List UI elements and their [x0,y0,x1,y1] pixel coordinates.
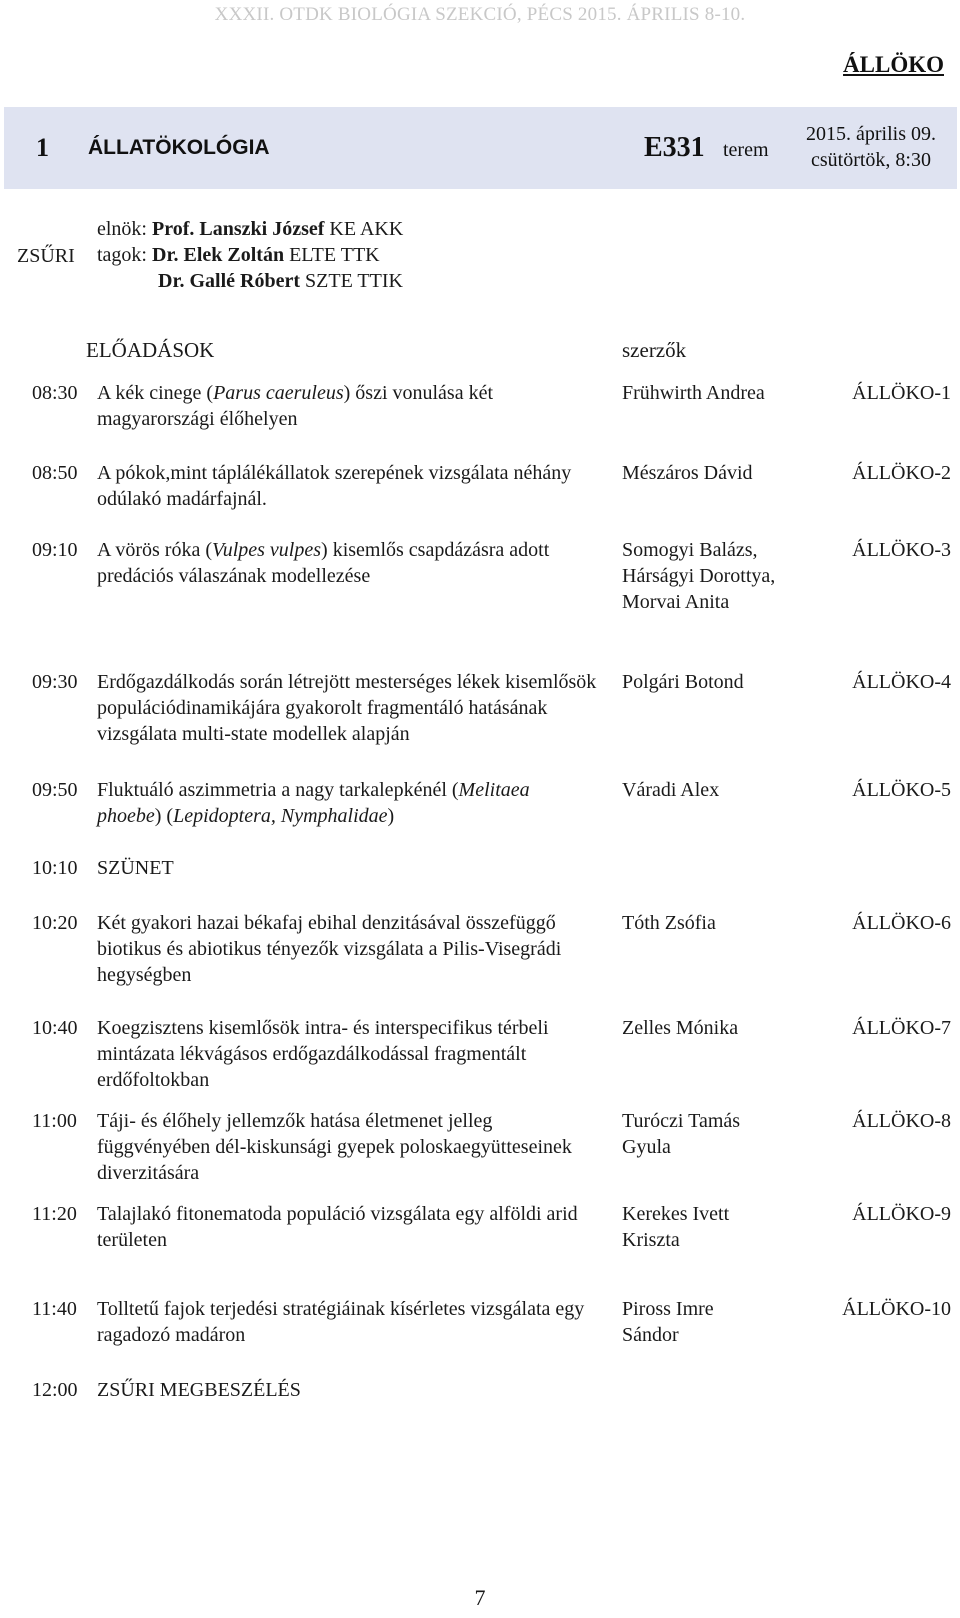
jury-member-2 [158,268,403,294]
authors-column-heading: szerzők [622,338,687,362]
jury-member-1-name: Dr. Elek Zoltán [152,244,285,266]
talk-title: Talajlakó fitonematoda populáció vizsgálata egy alföldi arid területen [97,1203,578,1251]
talk-code: ÁLLÖKO-9 [852,1203,951,1225]
session-date [796,121,946,173]
jury-chair-name: Prof. Lanszki József [152,218,325,240]
jury-chair [97,216,403,242]
running-header: XXXII. OTDK BIOLÓGIA SZEKCIÓ, PÉCS 2015. ÁPRILIS 8-10. [214,4,746,25]
talk-time: 10:20 [32,912,78,934]
jury-member-2-name: Dr. Gallé Róbert [158,270,301,292]
room-word: terem [723,139,769,161]
jury-member-1-inst: ELTE TTK [289,244,380,266]
talk-author: Tóth Zsófia [622,912,716,934]
talk-time: 11:00 [32,1110,77,1132]
jury-member-2-inst: SZTE TTIK [305,270,403,292]
break-label: SZÜNET [97,857,174,879]
talk-code: ÁLLÖKO-5 [852,779,951,801]
talk-time: 10:40 [32,1017,78,1039]
talk-author: Polgári Botond [622,671,744,693]
talk-code: ÁLLÖKO-7 [852,1017,951,1039]
talk-time: 09:50 [32,779,78,801]
talk-code: ÁLLÖKO-6 [852,912,951,934]
talk-time: 11:40 [32,1298,77,1320]
break-time: 10:10 [32,857,78,879]
talk-title: Két gyakori hazai békafaj ebihal denzitásával összefüggő biotikus és abiotikus tényezők vizsgálata a Pilis-Visegrádi hegységben [97,912,562,986]
closing-label: ZSŰRI MEGBESZÉLÉS [97,1379,301,1401]
talk-code: ÁLLÖKO-10 [842,1298,951,1320]
talk-code: ÁLLÖKO-3 [852,539,951,561]
talk-title: Fluktuáló aszimmetria a nagy tarkalepkénél (Melitaea phoebe) (Lepidoptera, Nymphalidae) [97,779,530,827]
talk-title: A kék cinege (Parus caeruleus) őszi vonulása két magyarországi élőhelyen [97,382,494,430]
talk-author: Zelles Mónika [622,1017,739,1039]
jury-chair-role: elnök: [97,218,147,240]
talk-author: Turóczi Tamás Gyula [622,1110,741,1158]
section-number: 1 [36,133,49,162]
talk-title: Koegzisztens kisemlősök intra- és interspecifikus térbeli mintázata lékvágásos erdőgazdálkodással fragmentált erdőfoltokban [97,1017,549,1091]
talk-author: Kerekes Ivett Kriszta [622,1203,730,1251]
talk-code: ÁLLÖKO-4 [852,671,951,693]
date-line-1: 2015. április 09. [806,123,936,145]
talk-code: ÁLLÖKO-8 [852,1110,951,1132]
talk-time: 11:20 [32,1203,77,1225]
jury-member-1 [97,242,380,268]
talk-title: Táji- és élőhely jellemzők hatása életmenet jelleg függvényében dél-kiskunsági gyepek poloskaegyütteseinek diverzitására [97,1110,572,1184]
closing-time: 12:00 [32,1379,78,1401]
talk-time: 09:10 [32,539,78,561]
jury-members-role: tagok: [97,244,147,266]
talk-code: ÁLLÖKO-1 [852,382,951,404]
talk-title: A pókok,mint táplálékállatok szerepének vizsgálata néhány odúlakó madárfajnál. [97,462,572,510]
page-number: 7 [474,1585,486,1610]
jury-chair-inst: KE AKK [329,218,404,240]
talk-time: 09:30 [32,671,78,693]
talk-time: 08:50 [32,462,78,484]
jury-label: ZSŰRI [17,245,75,267]
section-band [4,107,957,189]
talk-title: Erdőgazdálkodás során létrejött mesterséges lékek kisemlősök populációdinamikájára gyakorolt fragmentáló hatásának vizsgálata multi-state modellek alapján [97,671,597,745]
section-code: ÁLLÖKO [843,52,944,77]
talk-time: 08:30 [32,382,78,404]
talk-author: Mészáros Dávid [622,462,753,484]
section-title: ÁLLATÖKOLÓGIA [88,136,270,159]
room-number: E331 [644,132,705,163]
talk-code: ÁLLÖKO-2 [852,462,951,484]
talks-column-heading: ELŐADÁSOK [86,338,215,362]
talk-title: Tolltetű fajok terjedési stratégiáinak kísérletes vizsgálata egy ragadozó madáron [97,1298,585,1346]
talk-author: Frühwirth Andrea [622,382,765,404]
talk-title: A vörös róka (Vulpes vulpes) kisemlős csapdázásra adott predációs válaszának modellezése [97,539,550,587]
date-line-2: csütörtök, 8:30 [811,149,931,171]
talk-author: Váradi Alex [622,779,720,801]
talk-author: Piross Imre Sándor [622,1298,714,1346]
talk-author: Somogyi Balázs, Hárságyi Dorottya, Morvai Anita [622,539,776,613]
